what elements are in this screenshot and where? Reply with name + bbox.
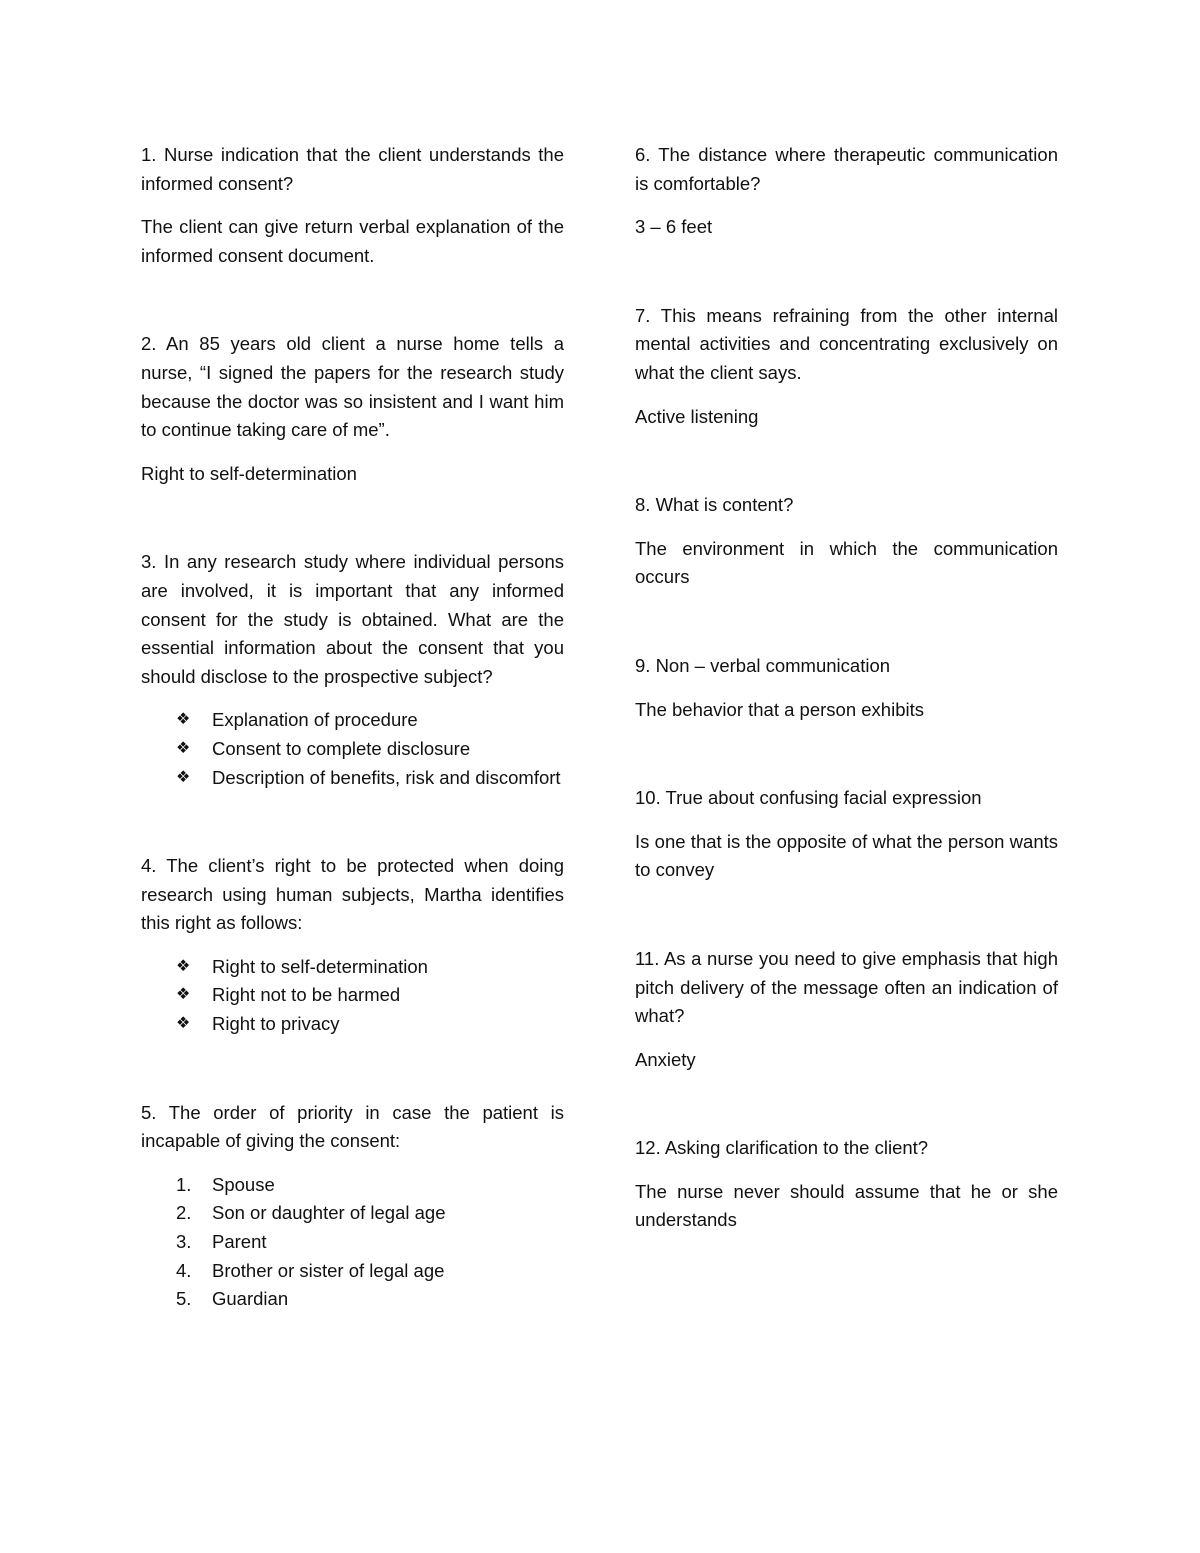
question-7 [635, 302, 1058, 431]
list-item: 3. Parent [176, 1231, 267, 1253]
question-text: 7. This means refraining from the other internal mental activities and concentrating exclusively on what the client says. [635, 304, 1058, 383]
question-2 [141, 330, 564, 488]
answer-text: 3 – 6 feet [635, 216, 713, 238]
list-item: 4. Brother or sister of legal age [176, 1259, 445, 1281]
bullet-list [141, 953, 564, 1039]
question-text: 6. The distance where therapeutic communication is comfortable? [635, 144, 1058, 194]
list-item: 1. Spouse [176, 1173, 275, 1195]
list-item: ❖ Explanation of procedure [141, 706, 564, 735]
four-diamond-bullet-icon: ❖ [176, 711, 191, 729]
question-text: 1. Nurse indication that the client understands the informed consent? [141, 144, 564, 194]
question-6 [635, 141, 1058, 242]
answer-text: Active listening [635, 405, 759, 427]
answer-text: Is one that is the opposite of what the person wants to convey [635, 830, 1058, 881]
question-text: 8. What is content? [635, 494, 794, 516]
right-column [635, 141, 1058, 1235]
question-3 [141, 548, 564, 792]
bullet-list [141, 706, 564, 792]
question-text: 5. The order of priority in case the patient is incapable of giving the consent: [141, 1101, 564, 1152]
answer-text: The client can give return verbal explanation of the informed consent document. [141, 216, 564, 266]
question-text: 12. Asking clarification to the client? [635, 1137, 929, 1159]
question-9 [635, 652, 1058, 724]
question-text: 10. True about confusing facial expression [635, 787, 982, 809]
four-diamond-bullet-icon: ❖ [176, 1015, 191, 1033]
four-diamond-bullet-icon: ❖ [176, 986, 191, 1004]
list-item: ❖ Consent to complete disclosure [141, 735, 564, 764]
question-4 [141, 852, 564, 1039]
answer-text: The environment in which the communication occurs [635, 537, 1058, 588]
question-11 [635, 945, 1058, 1074]
question-8 [635, 491, 1058, 592]
list-item: ❖ Right to self-determination [141, 953, 564, 982]
question-text: 2. An 85 years old client a nurse home tells a nurse, “I signed the papers for the research study because the doctor was so insistent and I want him to continue taking care of me”. [141, 333, 564, 441]
question-5 [141, 1099, 564, 1314]
question-text: 4. The client’s right to be protected when doing research using human subjects, Martha identifies this right as follows: [141, 855, 564, 934]
question-text: 11. As a nurse you need to give emphasis that high pitch delivery of the message often an indication of what? [635, 947, 1058, 1027]
list-item: ❖ Description of benefits, risk and discomfort [141, 764, 564, 793]
answer-text: The behavior that a person exhibits [635, 698, 924, 720]
left-column [141, 141, 564, 1314]
answer-text: The nurse never should assume that he or she understands [635, 1180, 1058, 1231]
list-item: 5. Guardian [176, 1288, 289, 1310]
list-item: 2. Son or daughter of legal age [176, 1202, 446, 1224]
four-diamond-bullet-icon: ❖ [176, 768, 191, 786]
question-10 [635, 784, 1058, 885]
answer-text: Anxiety [635, 1048, 696, 1070]
question-1 [141, 141, 564, 270]
question-12 [635, 1134, 1058, 1235]
question-text: 3. In any research study where individual persons are involved, it is important that any informed consent for the study is obtained. What are the essential information about the consent that you should disclose to the prospective subject? [141, 551, 564, 687]
numbered-list [141, 1171, 564, 1314]
question-text: 9. Non – verbal communication [635, 654, 891, 676]
four-diamond-bullet-icon: ❖ [176, 739, 191, 757]
answer-text: Right to self-determination [141, 462, 357, 484]
four-diamond-bullet-icon: ❖ [176, 957, 191, 975]
list-item: ❖ Right not to be harmed [141, 981, 564, 1010]
list-item: ❖ Right to privacy [141, 1010, 564, 1039]
